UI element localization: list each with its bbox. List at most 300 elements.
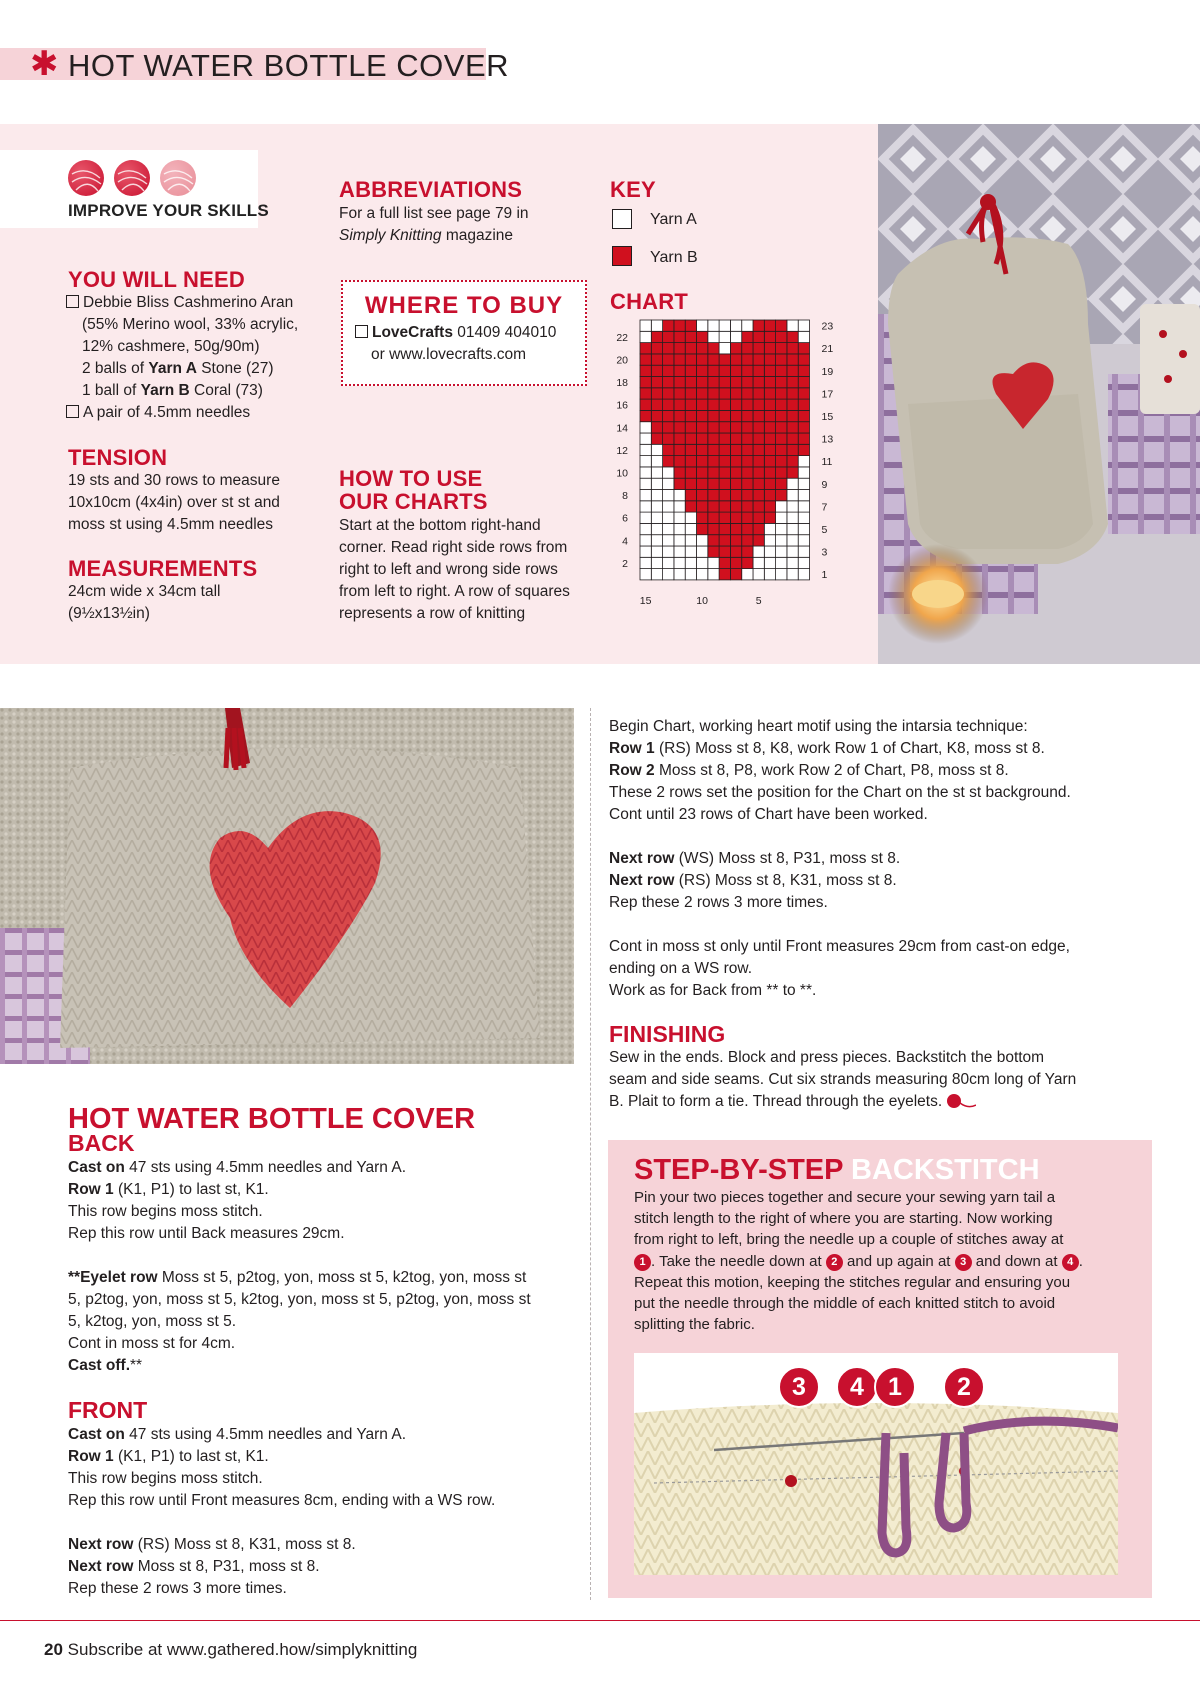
chart-cell — [685, 523, 696, 534]
chart-cell — [640, 512, 651, 523]
chart-cell — [776, 478, 787, 489]
chart-cell — [697, 546, 708, 557]
chart-cell — [697, 365, 708, 376]
step-text: Pin your two pieces together and secure your sewing yarn tail a stitch length to the right of where you are starting. Now working from right to left, bring the needle up a couple of stitches away at 1 . Take the needle down at 2 and up again at 3 and down at 4 . Repeat this motion, keeping the stitches regular and ensuring you put the needle through the middle of each knitted stitch to avoid splitting the fabric. — [634, 1189, 1083, 1334]
chart-cell — [730, 422, 741, 433]
chart-cell — [663, 365, 674, 376]
chart-cell — [697, 343, 708, 354]
chart-cell — [640, 478, 651, 489]
chart-cell — [776, 512, 787, 523]
chart-cell — [674, 343, 685, 354]
chart-cell — [674, 501, 685, 512]
chart-cell — [663, 354, 674, 365]
measurements-text: 24cm wide x 34cm tall (9½x13½in) — [68, 583, 221, 622]
chart-cell — [730, 354, 741, 365]
chart-cell — [640, 377, 651, 388]
chart-cell — [708, 523, 719, 534]
chart-cell — [697, 501, 708, 512]
checkbox-icon — [66, 405, 79, 418]
chart-cell — [674, 478, 685, 489]
chart-cell — [697, 478, 708, 489]
chart-cell — [719, 456, 730, 467]
chart-cell — [776, 377, 787, 388]
chart-cell — [697, 467, 708, 478]
chart-cell — [697, 410, 708, 421]
chart-cell — [764, 422, 775, 433]
chart-cell — [764, 388, 775, 399]
chart-cell — [787, 444, 798, 455]
chart-cell — [742, 399, 753, 410]
chart-cell — [776, 490, 787, 501]
chart-cell — [787, 320, 798, 331]
chart-cell — [697, 535, 708, 546]
chart-cell — [663, 501, 674, 512]
chart-cell — [674, 410, 685, 421]
key-label-a: Yarn A — [650, 211, 697, 228]
chart-cell — [708, 433, 719, 444]
chart-cell — [798, 569, 809, 580]
chart-cell — [685, 354, 696, 365]
chart-cell — [640, 354, 651, 365]
chart-cell — [787, 365, 798, 376]
chart-cell — [776, 388, 787, 399]
chart-cell — [753, 388, 764, 399]
chart-cell — [787, 422, 798, 433]
skills-label: IMPROVE YOUR SKILLS — [68, 201, 269, 220]
chart-cell — [640, 501, 651, 512]
chart-cell — [685, 535, 696, 546]
chart-cell — [764, 490, 775, 501]
chart-cell — [663, 422, 674, 433]
chart-cell — [764, 467, 775, 478]
step-number-badge: 2 — [826, 1254, 843, 1271]
chart-cell — [730, 388, 741, 399]
chart-cell — [787, 535, 798, 546]
chart-cell — [663, 410, 674, 421]
chart-cell — [753, 444, 764, 455]
how-to-text: Start at the bottom right-hand corner. Read right side rows from right to left and wrong side rows from left to right. A row of squares represents a row of knitting — [339, 517, 570, 622]
chart-cell — [798, 354, 809, 365]
chart-cell — [798, 422, 809, 433]
chart-cell — [764, 365, 775, 376]
chart-cell — [776, 399, 787, 410]
chart-cell — [685, 388, 696, 399]
chart-cell — [798, 456, 809, 467]
chart-cell — [719, 343, 730, 354]
chart-cell — [776, 422, 787, 433]
chart-cell — [708, 478, 719, 489]
chart-cell — [730, 557, 741, 568]
chart-cell — [685, 399, 696, 410]
chart-cell — [708, 365, 719, 376]
step-title: STEP-BY-STEP BACKSTITCH — [634, 1154, 1040, 1186]
chart-cell — [674, 422, 685, 433]
chart-cell — [787, 354, 798, 365]
chart-cell — [787, 490, 798, 501]
chart-cell — [798, 365, 809, 376]
chart-cell — [742, 546, 753, 557]
chart-cell — [798, 501, 809, 512]
chart-cell — [697, 354, 708, 365]
chart-cell — [730, 399, 741, 410]
chart-cell — [663, 490, 674, 501]
chart-cell — [764, 546, 775, 557]
chart-cell — [674, 433, 685, 444]
chart-cell — [798, 399, 809, 410]
chart-cell — [730, 456, 741, 467]
chart-cell — [685, 444, 696, 455]
chart-cell — [651, 410, 662, 421]
chart-instructions: Begin Chart, working heart motif using the intarsia technique: Row 1 (RS) Moss st 8, K8, work Row 1 of Chart, K8, moss st 8. Row 2 Moss st 8, P8, work Row 2 of Chart, P8, moss st 8. These 2 rows set the position for the Chart on the st st background. Cont until 23 rows of Chart have been worked. Next row (WS) Moss st 8, P31, moss st 8. Next row (RS) Moss st 8, K31, moss st 8. Rep these 2 rows 3 more times. Cont in moss st only until Front measures 29cm from cast-on edge, ending on a WS row. Work as for Back from ** to **. — [609, 718, 1071, 999]
chart-cell — [787, 456, 798, 467]
chart-cell — [651, 377, 662, 388]
chart-row-label: 17 — [821, 388, 834, 401]
chart-cell — [674, 354, 685, 365]
chart-cell — [697, 456, 708, 467]
chart-cell — [651, 320, 662, 331]
chart-cell — [640, 399, 651, 410]
chart-cell — [753, 422, 764, 433]
chart-cell — [742, 512, 753, 523]
chart-cell — [663, 456, 674, 467]
chart-cell — [787, 331, 798, 342]
chart-cell — [651, 388, 662, 399]
pattern-title: HOT WATER BOTTLE COVER — [68, 1103, 476, 1135]
chart-cell — [787, 478, 798, 489]
step-badge-1: 1 — [874, 1366, 916, 1408]
chart-cell — [640, 320, 651, 331]
chart-cell — [776, 557, 787, 568]
chart-cell — [776, 354, 787, 365]
chart-cell — [719, 490, 730, 501]
chart-cell — [685, 365, 696, 376]
chart-cell — [651, 456, 662, 467]
chart-row-label: 18 — [616, 377, 628, 390]
chart-row-label: 15 — [821, 411, 834, 424]
chart-cell — [764, 399, 775, 410]
chart-cell — [719, 354, 730, 365]
chart-cell — [674, 388, 685, 399]
chart-cell — [651, 490, 662, 501]
chart-cell — [719, 388, 730, 399]
chart-cell — [753, 546, 764, 557]
chart-cell — [719, 433, 730, 444]
measurements-heading: MEASUREMENTS — [68, 556, 258, 581]
chart-cell — [640, 410, 651, 421]
chart-cell — [640, 569, 651, 580]
chart-cell — [651, 399, 662, 410]
chart-cell — [651, 569, 662, 580]
chart-cell — [742, 490, 753, 501]
product-photo-bottle — [878, 124, 1200, 664]
chart-cell — [640, 388, 651, 399]
chart-cell — [742, 467, 753, 478]
back-instructions: Cast on 47 sts using 4.5mm needles and Yarn A. Row 1 (K1, P1) to last st, K1. This row begins moss stitch. Rep this row until Back measures 29cm. **Eyelet row Moss st 5, p2tog, yon, moss st 5, k2tog, yon, moss st 5, p2tog, yon, moss st 5, k2tog, yon, moss st 5, p2tog, yon, moss st 5, k2tog, yon, moss st 5. Cont in moss st for 4cm. Cast off.** — [68, 1159, 531, 1374]
chart-cell — [640, 467, 651, 478]
chart-cell — [742, 365, 753, 376]
chart-cell — [719, 410, 730, 421]
chart-cell — [708, 444, 719, 455]
chart-cell — [685, 467, 696, 478]
chart-cell — [685, 320, 696, 331]
chart-cell — [640, 422, 651, 433]
chart-cell — [674, 444, 685, 455]
chart-cell — [730, 467, 741, 478]
chart-cell — [674, 467, 685, 478]
chart-row-label: 6 — [622, 512, 628, 525]
chart-cell — [787, 523, 798, 534]
chart-cell — [742, 410, 753, 421]
chart-cell — [798, 320, 809, 331]
chart-cell — [776, 546, 787, 557]
chart-cell — [730, 478, 741, 489]
chart-cell — [764, 512, 775, 523]
chart-col-label: 15 — [639, 594, 652, 607]
chart-cell — [776, 523, 787, 534]
chart-cell — [753, 377, 764, 388]
chart-cell — [685, 377, 696, 388]
chart-cell — [787, 388, 798, 399]
chart-cell — [742, 422, 753, 433]
chart-cell — [651, 331, 662, 342]
chart-cell — [798, 478, 809, 489]
chart-cell — [685, 478, 696, 489]
chart-cell — [742, 377, 753, 388]
chart-cell — [674, 569, 685, 580]
chart-cell — [764, 331, 775, 342]
chart-cell — [697, 444, 708, 455]
chart-cell — [776, 343, 787, 354]
chart-cell — [764, 557, 775, 568]
chart-cell — [697, 557, 708, 568]
chart-cell — [787, 410, 798, 421]
lovecrafts-link[interactable]: or www.lovecrafts.com — [371, 346, 527, 363]
chart-cell — [798, 535, 809, 546]
chart-cell — [730, 444, 741, 455]
chart-cell — [708, 343, 719, 354]
footer-line — [0, 1620, 1200, 1621]
chart-cell — [685, 410, 696, 421]
chart-cell — [753, 467, 764, 478]
chart-cell — [685, 512, 696, 523]
chart-cell — [742, 433, 753, 444]
chart-cell — [663, 388, 674, 399]
chart-cell — [776, 444, 787, 455]
chart-cell — [708, 557, 719, 568]
step-badge-4: 4 — [836, 1366, 878, 1408]
chart-cell — [742, 320, 753, 331]
chart-row-label: 2 — [622, 557, 628, 570]
chart-cell — [753, 410, 764, 421]
chart-cell — [764, 343, 775, 354]
chart-cell — [753, 535, 764, 546]
key-swatch-a — [612, 209, 632, 229]
yarn-ball-icon — [114, 160, 150, 196]
chart-cell — [708, 388, 719, 399]
chart-cell — [663, 320, 674, 331]
chart-cell — [697, 512, 708, 523]
chart-cell — [742, 456, 753, 467]
chart-cell — [685, 456, 696, 467]
chart-cell — [708, 546, 719, 557]
chart-cell — [730, 433, 741, 444]
chart-cell — [719, 422, 730, 433]
front-instructions: Cast on 47 sts using 4.5mm needles and Yarn A. Row 1 (K1, P1) to last st, K1. This row begins moss stitch. Rep this row until Front measures 8cm, ending with a WS row. Next row (RS) Moss st 8, K31, moss st 8. Next row Moss st 8, P31, moss st 8. Rep these 2 rows 3 more times. — [68, 1426, 496, 1597]
chart-cell — [719, 377, 730, 388]
chart-row-label: 10 — [616, 467, 628, 480]
chart-cell — [640, 546, 651, 557]
step-number-badge: 1 — [634, 1254, 651, 1271]
chart-row-label: 16 — [616, 399, 628, 412]
chart-cell — [651, 535, 662, 546]
chart-cell — [787, 377, 798, 388]
chart-row-label: 3 — [821, 546, 828, 559]
chart-cell — [742, 354, 753, 365]
chart-cell — [798, 546, 809, 557]
chart-cell — [787, 399, 798, 410]
front-heading: FRONT — [68, 1397, 148, 1423]
chart-cell — [776, 535, 787, 546]
chart-cell — [663, 523, 674, 534]
chart-cell — [674, 365, 685, 376]
chart-cell — [753, 320, 764, 331]
chart-cell — [651, 433, 662, 444]
chart-cell — [730, 377, 741, 388]
chart-cell — [685, 569, 696, 580]
chart-cell — [640, 557, 651, 568]
how-to-heading-2: OUR CHARTS — [339, 489, 488, 514]
chart-cell — [787, 501, 798, 512]
chart-cell — [697, 377, 708, 388]
key-label-b: Yarn B — [650, 249, 698, 266]
chart-cell — [798, 410, 809, 421]
step-badge-2: 2 — [943, 1366, 985, 1408]
chart-cell — [697, 399, 708, 410]
chart-cell — [730, 490, 741, 501]
chart-cell — [730, 343, 741, 354]
step-badge-3: 3 — [778, 1366, 820, 1408]
chart-cell — [674, 490, 685, 501]
chart-cell — [640, 365, 651, 376]
chart-cell — [742, 535, 753, 546]
chart-cell — [697, 331, 708, 342]
yarn-ball-icon — [160, 160, 196, 196]
chart-cell — [742, 331, 753, 342]
chart-cell — [663, 399, 674, 410]
chart-cell — [730, 546, 741, 557]
chart-cell — [663, 444, 674, 455]
chart-cell — [708, 569, 719, 580]
chart-row-label: 23 — [821, 320, 834, 333]
step-number-badge: 4 — [1062, 1254, 1079, 1271]
chart-cell — [674, 320, 685, 331]
chart-cell — [663, 535, 674, 546]
chart-row-label: 13 — [821, 433, 834, 446]
chart-cell — [640, 490, 651, 501]
chart-cell — [764, 410, 775, 421]
chart-cell — [685, 546, 696, 557]
heart-chart — [600, 315, 860, 630]
chart-cell — [776, 365, 787, 376]
finishing-text: Sew in the ends. Block and press pieces. Backstitch the bottom seam and side seams. Cut six strands measuring 80cm long of Yarn B. Plait to form a tie. Thread through the eyelets. — [609, 1049, 1077, 1110]
chart-cell — [742, 444, 753, 455]
chart-cell — [640, 456, 651, 467]
page-number: 20 — [44, 1640, 63, 1659]
chart-cell — [674, 399, 685, 410]
chart-col-label: 10 — [696, 594, 708, 607]
chart-cell — [776, 569, 787, 580]
chart-cell — [651, 523, 662, 534]
chart-cell — [764, 478, 775, 489]
chart-cell — [764, 569, 775, 580]
checkbox-icon — [66, 295, 79, 308]
chart-cell — [719, 546, 730, 557]
how-to-heading-1: HOW TO USE — [339, 466, 483, 491]
chart-cell — [663, 569, 674, 580]
chart-row-label: 9 — [821, 478, 828, 491]
chart-cell — [685, 331, 696, 342]
chart-cell — [697, 523, 708, 534]
chart-cell — [697, 569, 708, 580]
chart-cell — [787, 512, 798, 523]
key-heading: KEY — [610, 177, 656, 202]
chart-cell — [798, 467, 809, 478]
chart-cell — [708, 354, 719, 365]
chart-cell — [685, 343, 696, 354]
chart-cell — [651, 422, 662, 433]
subscribe-link[interactable]: Subscribe at www.gathered.how/simplyknitting — [67, 1640, 418, 1659]
star-icon: ✱ — [30, 45, 59, 83]
chart-cell — [776, 501, 787, 512]
chart-cell — [764, 456, 775, 467]
chart-cell — [719, 512, 730, 523]
chart-cell — [730, 512, 741, 523]
chart-cell — [753, 557, 764, 568]
chart-cell — [776, 467, 787, 478]
chart-cell — [798, 444, 809, 455]
chart-cell — [730, 331, 741, 342]
chart-cell — [764, 354, 775, 365]
chart-cell — [753, 433, 764, 444]
chart-cell — [697, 388, 708, 399]
chart-cell — [674, 546, 685, 557]
finishing-heading: FINISHING — [609, 1021, 726, 1047]
chart-cell — [753, 569, 764, 580]
chart-cell — [742, 569, 753, 580]
back-heading: BACK — [68, 1130, 135, 1156]
chart-row-label: 4 — [622, 535, 628, 548]
chart-cell — [708, 512, 719, 523]
chart-cell — [742, 478, 753, 489]
chart-cell — [719, 399, 730, 410]
chart-cell — [776, 433, 787, 444]
chart-cell — [708, 501, 719, 512]
chart-cell — [798, 331, 809, 342]
chart-cell — [685, 501, 696, 512]
chart-cell — [753, 512, 764, 523]
chart-cell — [764, 501, 775, 512]
column-divider — [590, 708, 591, 1600]
chart-cell — [787, 557, 798, 568]
chart-heading: CHART — [610, 289, 688, 314]
checkbox-icon — [355, 325, 368, 338]
chart-cell — [663, 433, 674, 444]
chart-row-label: 12 — [616, 444, 628, 457]
where-to-buy-box: WHERE TO BUY LoveCrafts 01409 404010 or www.lovecrafts.com — [341, 280, 587, 386]
chart-row-label: 21 — [821, 343, 834, 356]
chart-cell — [719, 557, 730, 568]
chart-cell — [798, 490, 809, 501]
